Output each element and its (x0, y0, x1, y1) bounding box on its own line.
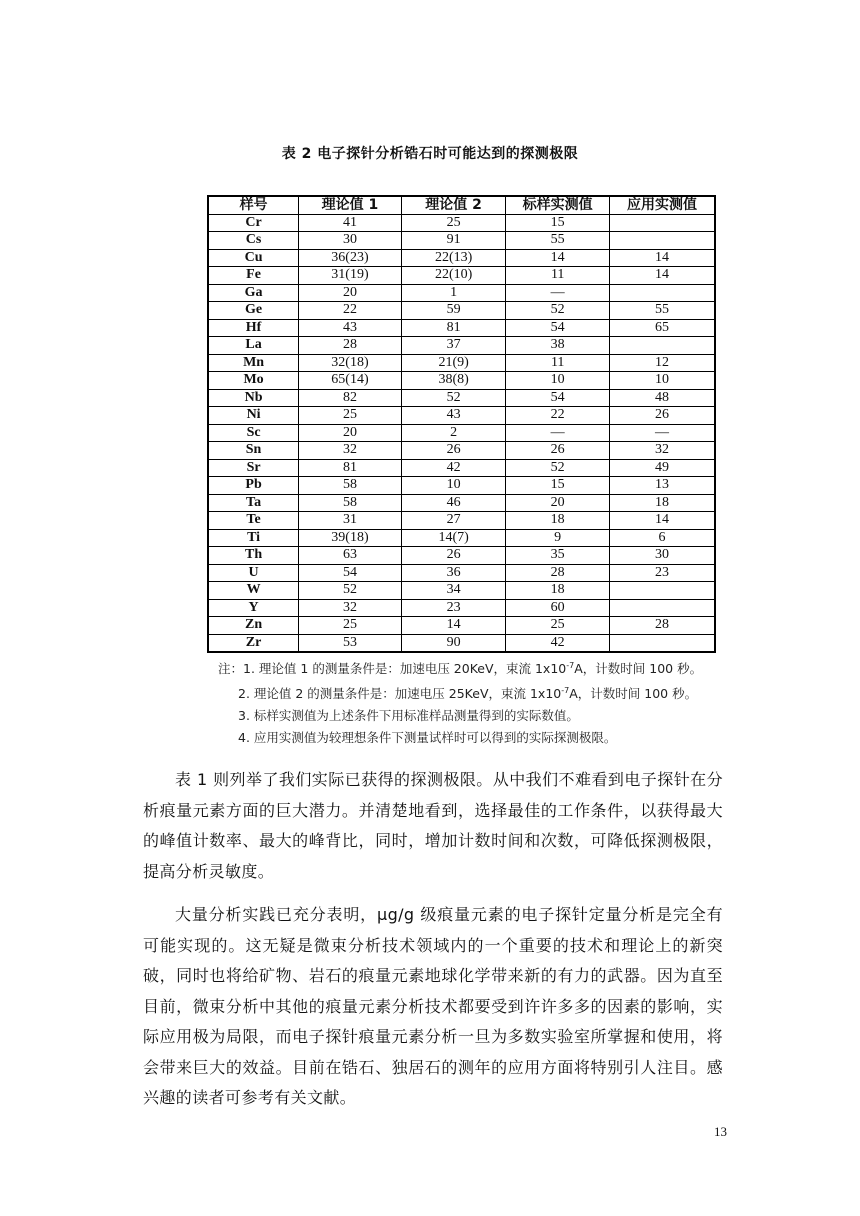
value-cell: 26 (506, 442, 610, 460)
value-cell: 35 (506, 547, 610, 565)
value-cell: 37 (401, 337, 506, 355)
value-cell: 52 (401, 389, 506, 407)
table-row (208, 599, 715, 617)
value-cell: 32 (299, 442, 402, 460)
element-cell: Fe (208, 267, 299, 285)
element-cell: U (208, 564, 299, 582)
note-text: 4. 应用实测值为较理想条件下测量试样时可以得到的实际探测极限。 (238, 730, 617, 746)
value-cell: 58 (299, 494, 402, 512)
table-row (208, 284, 715, 302)
paragraph-1 (143, 765, 723, 887)
value-cell: 14 (609, 249, 715, 267)
value-cell: 22(10) (401, 267, 506, 285)
value-cell: 20 (299, 424, 402, 442)
value-cell: 42 (401, 459, 506, 477)
element-cell: Zn (208, 617, 299, 635)
value-cell: 11 (506, 267, 610, 285)
element-cell: Zr (208, 634, 299, 652)
value-cell: 6 (609, 529, 715, 547)
table-row (208, 354, 715, 372)
table-row (208, 302, 715, 320)
element-cell: Nb (208, 389, 299, 407)
table-row (208, 249, 715, 267)
value-cell: 11 (506, 354, 610, 372)
note-exponent: -7 (566, 661, 575, 670)
value-cell: 28 (506, 564, 610, 582)
element-cell: Mo (208, 372, 299, 390)
table-row (208, 547, 715, 565)
table-row (208, 424, 715, 442)
note-exponent: -7 (561, 686, 570, 696)
value-cell: 9 (506, 529, 610, 547)
table-body (208, 214, 715, 652)
table-row (208, 319, 715, 337)
value-cell (609, 337, 715, 355)
header-theory-1: 理论值 1 (299, 196, 402, 214)
value-cell: 31 (299, 512, 402, 530)
value-cell: 13 (609, 477, 715, 495)
element-cell: Mn (208, 354, 299, 372)
paragraph-text: 大量分析实践已充分表明，μg/g 级痕量元素的电子探针定量分析是完全有可能实现的。这无疑是微束分析技术领域内的一个重要的技术和理论上的新突破，同时也将给矿物、岩石的痕量元素地球化学带来新的有力的武器。因为直至目前，微束分析中其他的痕量元素分析技术都要受到许许多多的因素的影响，实际应用极为局限，而电子探针痕量元素分析一旦为多数实验室所掌握和使用，将会带来巨大的效益。目前在锆石、独居石的测年的应用方面将特别引人注目。感兴趣的读者可参考有关文献。 (143, 905, 723, 1107)
value-cell: 12 (609, 354, 715, 372)
note-item (218, 705, 702, 727)
value-cell: 10 (401, 477, 506, 495)
table-row (208, 232, 715, 250)
table-row (208, 372, 715, 390)
value-cell: 31(19) (299, 267, 402, 285)
value-cell: 25 (299, 617, 402, 635)
element-cell: Sn (208, 442, 299, 460)
value-cell: 49 (609, 459, 715, 477)
note-prefix: 注： (218, 661, 244, 677)
value-cell: 65 (609, 319, 715, 337)
element-cell: Hf (208, 319, 299, 337)
value-cell: 54 (299, 564, 402, 582)
value-cell: 10 (506, 372, 610, 390)
value-cell: — (506, 284, 610, 302)
value-cell (609, 214, 715, 232)
value-cell: 54 (506, 319, 610, 337)
header-theory-2: 理论值 2 (401, 196, 506, 214)
element-cell: Cs (208, 232, 299, 250)
note-item (218, 680, 702, 705)
value-cell: 10 (609, 372, 715, 390)
value-cell: 39(18) (299, 529, 402, 547)
element-cell: Ni (208, 407, 299, 425)
table-row (208, 512, 715, 530)
note-text: A，计数时间 100 秒。 (574, 661, 703, 677)
element-cell: Cr (208, 214, 299, 232)
value-cell: 81 (401, 319, 506, 337)
value-cell: 46 (401, 494, 506, 512)
element-cell: Y (208, 599, 299, 617)
header-sample: 样号 (208, 196, 299, 214)
value-cell: 53 (299, 634, 402, 652)
table-row (208, 389, 715, 407)
value-cell: 15 (506, 214, 610, 232)
table-row (208, 582, 715, 600)
table-row (208, 617, 715, 635)
header-applied-measured: 应用实测值 (609, 196, 715, 214)
table-row (208, 214, 715, 232)
value-cell: 20 (506, 494, 610, 512)
value-cell: 34 (401, 582, 506, 600)
element-cell: La (208, 337, 299, 355)
table-row (208, 494, 715, 512)
note-text: 3. 标样实测值为上述条件下用标准样品测量得到的实际数值。 (238, 708, 579, 724)
value-cell: 32(18) (299, 354, 402, 372)
element-cell: Te (208, 512, 299, 530)
value-cell: 52 (506, 459, 610, 477)
table-row (208, 442, 715, 460)
value-cell (609, 232, 715, 250)
value-cell: 23 (609, 564, 715, 582)
value-cell: 26 (401, 547, 506, 565)
value-cell: 65(14) (299, 372, 402, 390)
element-cell: W (208, 582, 299, 600)
value-cell: — (609, 424, 715, 442)
note-item (218, 727, 702, 749)
value-cell: 30 (299, 232, 402, 250)
table-row (208, 459, 715, 477)
value-cell (609, 284, 715, 302)
value-cell: 18 (609, 494, 715, 512)
table-notes (218, 655, 702, 749)
note-text: A，计数时间 100 秒。 (569, 686, 698, 702)
value-cell: 36(23) (299, 249, 402, 267)
element-cell: Ti (208, 529, 299, 547)
paragraph-2 (143, 900, 723, 1114)
value-cell: 22(13) (401, 249, 506, 267)
value-cell: 18 (506, 582, 610, 600)
element-cell: Pb (208, 477, 299, 495)
value-cell: 43 (401, 407, 506, 425)
value-cell: 20 (299, 284, 402, 302)
value-cell (609, 634, 715, 652)
value-cell: 36 (401, 564, 506, 582)
value-cell (609, 599, 715, 617)
value-cell: 32 (299, 599, 402, 617)
value-cell: 25 (506, 617, 610, 635)
page-number: 13 (714, 1124, 727, 1139)
value-cell: 52 (506, 302, 610, 320)
value-cell: 90 (401, 634, 506, 652)
paragraph-text: 表 1 则列举了我们实际已获得的探测极限。从中我们不难看到电子探针在分析痕量元素方面的巨大潜力。并清楚地看到，选择最佳的工作条件，以获得最大的峰值计数率、最大的峰背比，同时，增加计数时间和次数，可降低探测极限，提高分析灵敏度。 (143, 770, 723, 881)
value-cell: 1 (401, 284, 506, 302)
value-cell: 81 (299, 459, 402, 477)
table-header-row (208, 196, 715, 214)
value-cell: 14 (609, 267, 715, 285)
value-cell: 14 (609, 512, 715, 530)
table-row (208, 634, 715, 652)
element-cell: Ge (208, 302, 299, 320)
value-cell: 15 (506, 477, 610, 495)
value-cell: 55 (506, 232, 610, 250)
element-cell: Cu (208, 249, 299, 267)
value-cell: 38 (506, 337, 610, 355)
value-cell: 2 (401, 424, 506, 442)
header-standard-measured: 标样实测值 (506, 196, 610, 214)
table-row (208, 407, 715, 425)
value-cell: 27 (401, 512, 506, 530)
table-row (208, 564, 715, 582)
value-cell: 26 (609, 407, 715, 425)
table-row (208, 267, 715, 285)
value-cell (609, 582, 715, 600)
element-cell: Ga (208, 284, 299, 302)
value-cell: 21(9) (401, 354, 506, 372)
value-cell: 18 (506, 512, 610, 530)
value-cell: 28 (609, 617, 715, 635)
value-cell: 22 (506, 407, 610, 425)
value-cell: 48 (609, 389, 715, 407)
value-cell: 14 (506, 249, 610, 267)
value-cell: 38(8) (401, 372, 506, 390)
value-cell: 22 (299, 302, 402, 320)
detection-limit-table (207, 195, 716, 653)
value-cell: 42 (506, 634, 610, 652)
value-cell: 58 (299, 477, 402, 495)
value-cell: 82 (299, 389, 402, 407)
value-cell: 14(7) (401, 529, 506, 547)
value-cell: 25 (401, 214, 506, 232)
value-cell: 60 (506, 599, 610, 617)
element-cell: Ta (208, 494, 299, 512)
value-cell: 25 (299, 407, 402, 425)
value-cell: — (506, 424, 610, 442)
value-cell: 23 (401, 599, 506, 617)
table-row (208, 337, 715, 355)
value-cell: 28 (299, 337, 402, 355)
value-cell: 52 (299, 582, 402, 600)
value-cell: 54 (506, 389, 610, 407)
value-cell: 91 (401, 232, 506, 250)
note-text: 1. 理论值 1 的测量条件是：加速电压 20KeV，束流 1x10 (243, 661, 567, 677)
value-cell: 55 (609, 302, 715, 320)
value-cell: 43 (299, 319, 402, 337)
value-cell: 59 (401, 302, 506, 320)
note-text: 2. 理论值 2 的测量条件是：加速电压 25KeV，束流 1x10 (238, 686, 562, 702)
value-cell: 63 (299, 547, 402, 565)
element-cell: Sr (208, 459, 299, 477)
element-cell: Sc (208, 424, 299, 442)
value-cell: 26 (401, 442, 506, 460)
value-cell: 14 (401, 617, 506, 635)
element-cell: Th (208, 547, 299, 565)
table-caption: 表 2 电子探针分析锆石时可能达到的探测极限 (281, 146, 579, 162)
note-item (218, 655, 702, 680)
value-cell: 41 (299, 214, 402, 232)
table-row (208, 529, 715, 547)
table-row (208, 477, 715, 495)
value-cell: 30 (609, 547, 715, 565)
value-cell: 32 (609, 442, 715, 460)
